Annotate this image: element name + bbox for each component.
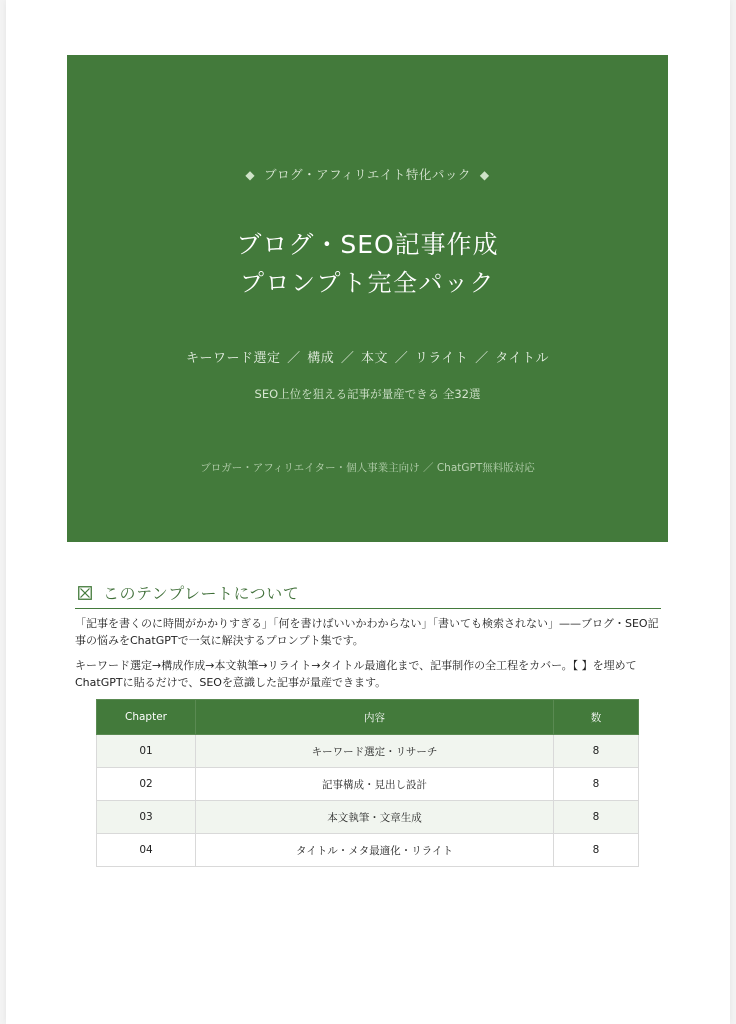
table-row [97, 768, 639, 801]
cover-tagline [67, 165, 668, 183]
cover-tagline-text: ブログ・アフィリエイト特化パック [264, 167, 471, 182]
cell-content: 本文執筆・文章生成 [196, 801, 554, 834]
chapter-table [96, 699, 639, 867]
cover-title-line2: プロンプト完全パック [240, 269, 495, 297]
cell-count: 8 [554, 801, 639, 834]
checkbox-icon [78, 586, 92, 600]
header-chapter: Chapter [97, 700, 196, 735]
table-row [97, 834, 639, 867]
table-row [97, 735, 639, 768]
cell-count: 8 [554, 834, 639, 867]
cover-title-line1: ブログ・SEO記事作成 [236, 230, 499, 259]
cell-content: キーワード選定・リサーチ [196, 735, 554, 768]
diamond-icon: ◆ [479, 168, 490, 182]
cover-subtitle: SEO上位を狙える記事が量産できる 全32選 [254, 387, 481, 401]
table-header-row [97, 700, 639, 735]
cover-keywords: キーワード選定 ／ 構成 ／ 本文 ／ リライト ／ タイトル [186, 351, 549, 366]
cell-count: 8 [554, 768, 639, 801]
section-header [75, 577, 661, 609]
cell-chapter: 02 [97, 768, 196, 801]
cell-content: 記事構成・見出し設計 [196, 768, 554, 801]
header-count: 数 [554, 700, 639, 735]
cell-chapter: 01 [97, 735, 196, 768]
cell-count: 8 [554, 735, 639, 768]
cell-content: タイトル・メタ最適化・リライト [196, 834, 554, 867]
cell-chapter: 03 [97, 801, 196, 834]
intro-paragraph-1: 「記事を書くのに時間がかかりすぎる」「何を書けばいいかわからない」「書いても検索されない」——ブログ・SEO記事の悩みをChatGPTで一気に解決するプロンプト集です。 [75, 617, 659, 647]
cover-audience: ブロガー・アフィリエイター・個人事業主向け ／ ChatGPT無料版対応 [200, 462, 535, 474]
header-content: 内容 [196, 700, 554, 735]
cover-block [67, 55, 668, 542]
table-row [97, 801, 639, 834]
section-title: このテンプレートについて [103, 584, 300, 603]
diamond-icon: ◆ [245, 168, 256, 182]
intro-paragraph-2: キーワード選定→構成作成→本文執筆→リライト→タイトル最適化まで、記事制作の全工程をカバー。【 】を埋めてChatGPTに貼るだけで、SEOを意識した記事が量産できます。 [75, 659, 637, 689]
document-page [6, 0, 730, 1024]
cell-chapter: 04 [97, 834, 196, 867]
